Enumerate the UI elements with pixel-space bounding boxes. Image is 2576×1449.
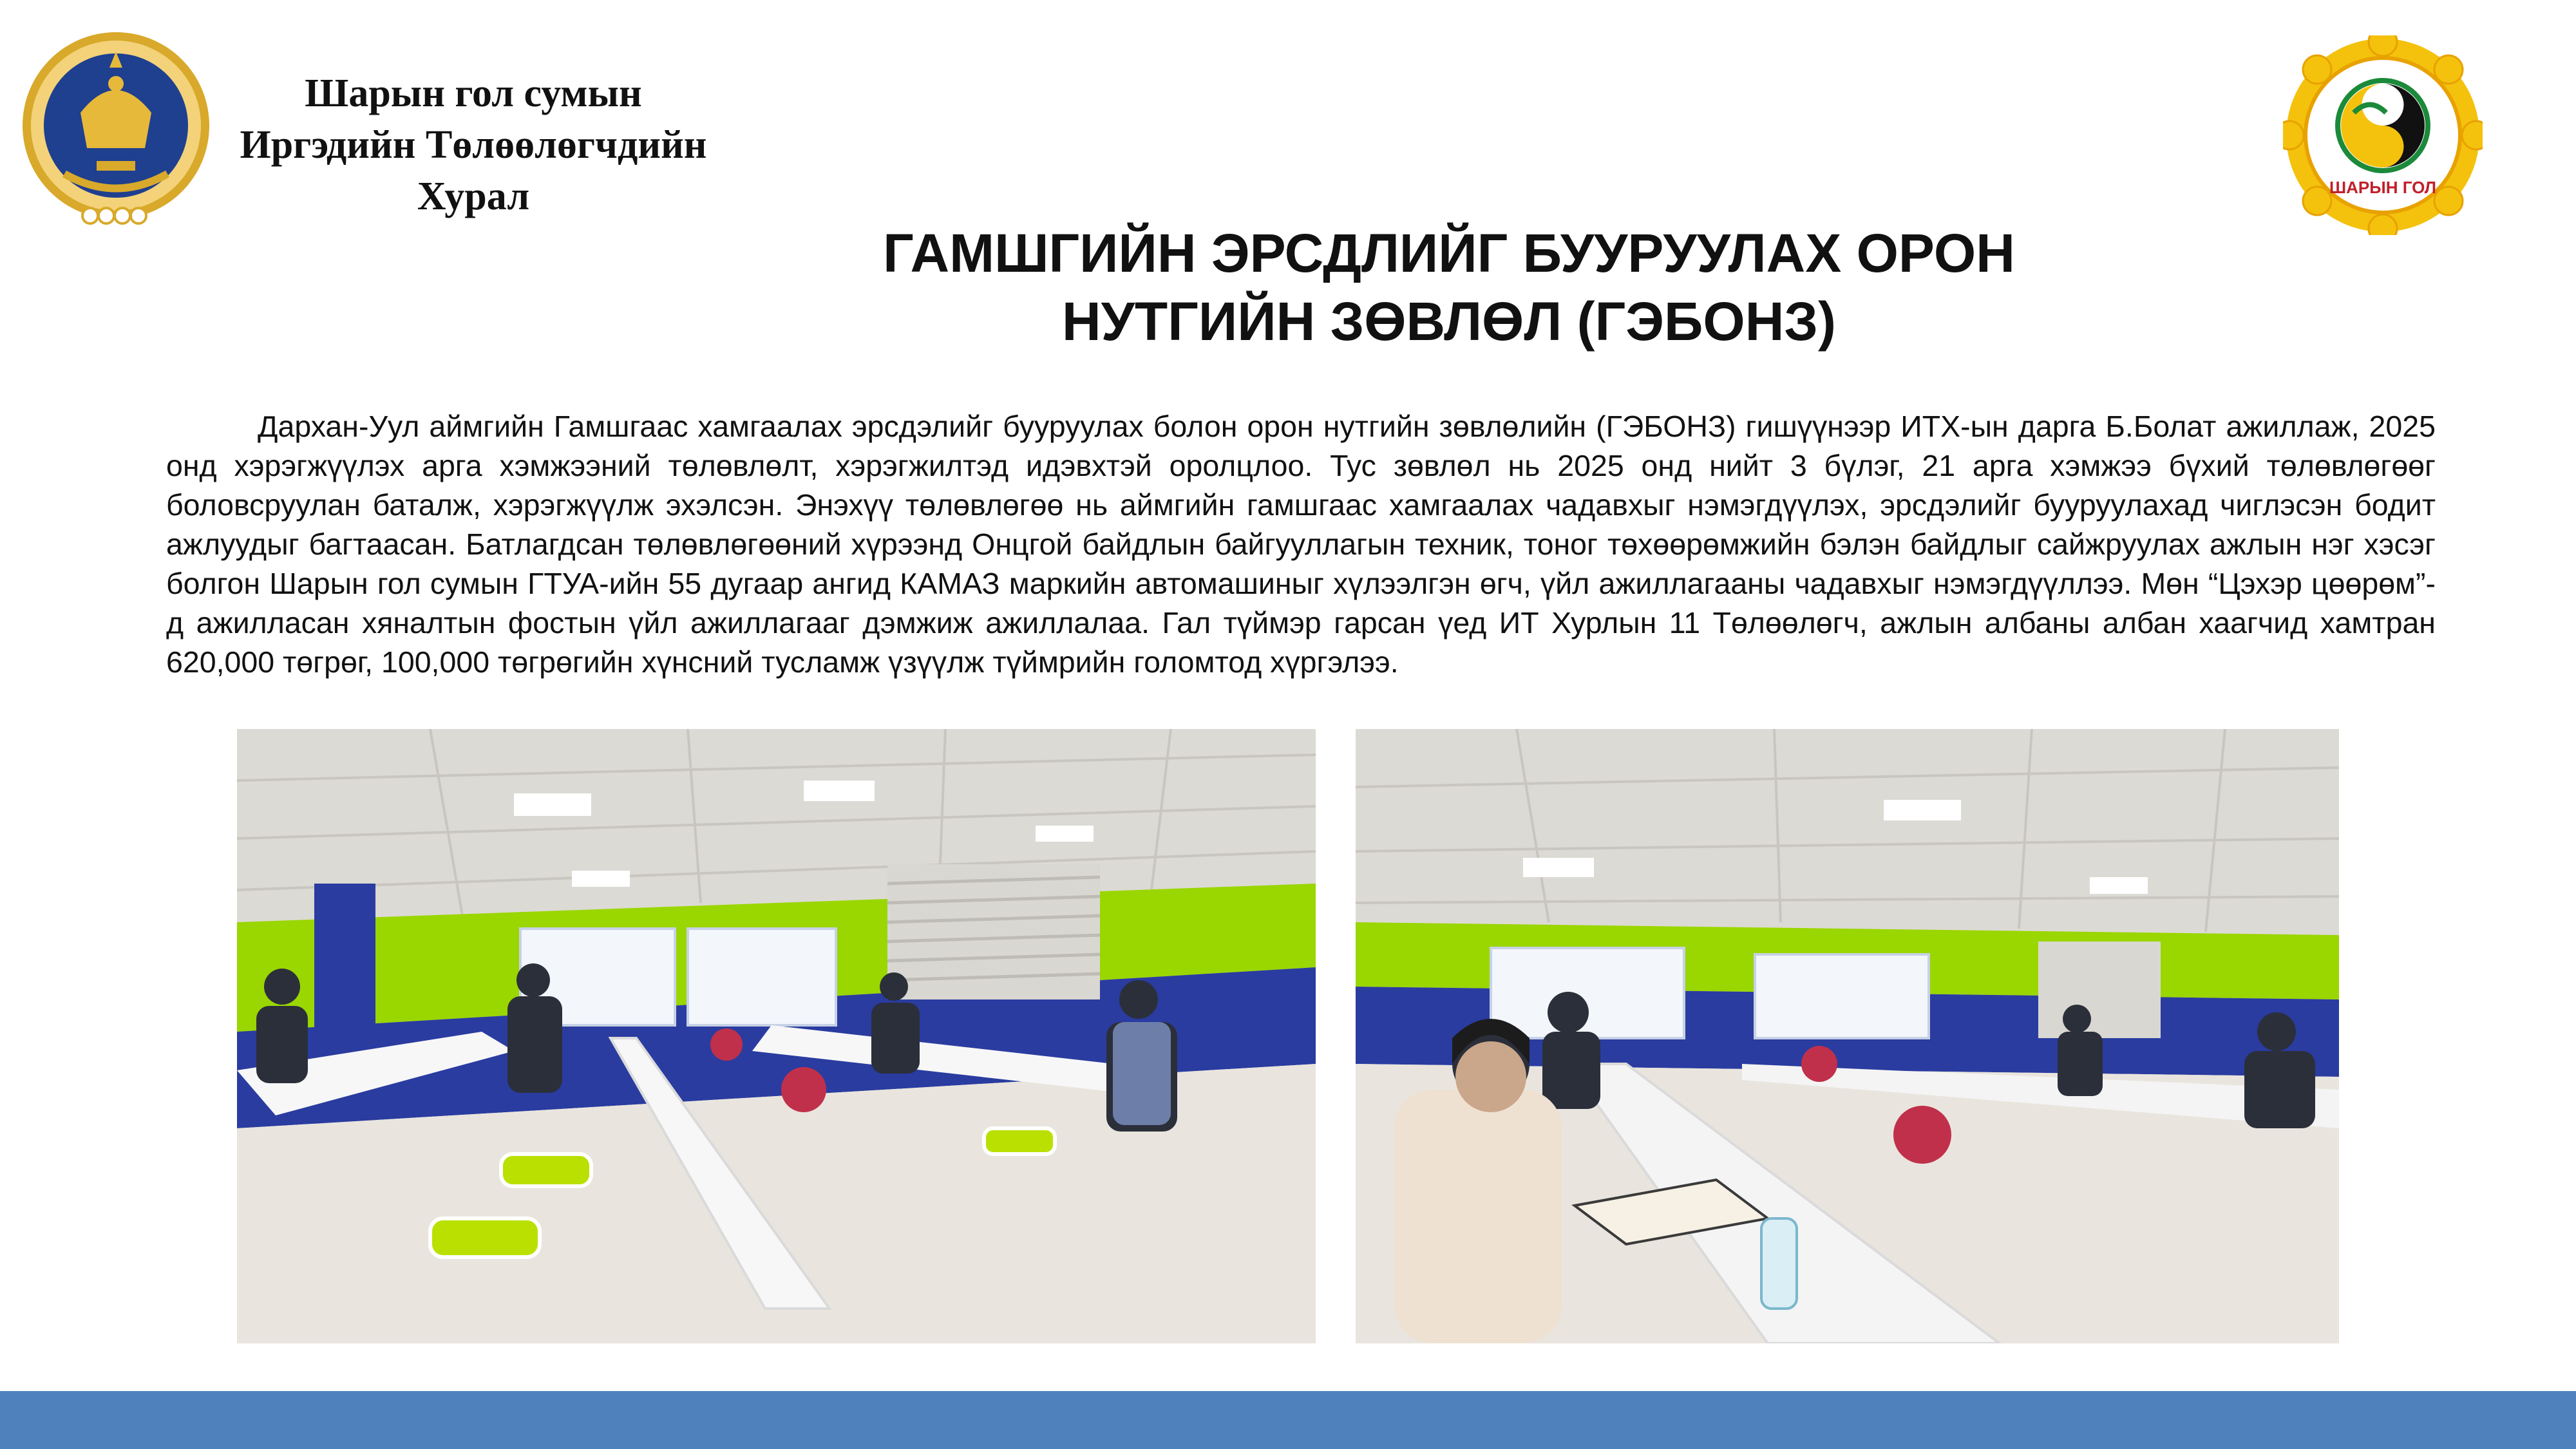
state-emblem-logo: [19, 23, 213, 235]
body-paragraph: Дархан-Уул аймгийн Гамшгаас хамгаалах эрсдэлийг бууруулах болон орон нутгийн зөвлөлийн (ГЭБОНЗ) гишүүнээр ИТХ-ын дарга Б.Болат ажиллаж, 2025 онд хэрэгжүүлэх арга хэмжээний төлөвлөлт, хэрэгжилтэд идэвхтэй оролцлоо. Тус зөвлөл нь 2025 онд нийт 3 бүлэг, 21 арга хэмжээ бүхий төлөвлөгөөг боловсруулан баталж, хэрэгжүүлж эхэлсэн. Энэхүү төлөвлөгөө нь аймгийн гамшгаас хамгаалах чадавхыг нэмэгдүүлэх, эрсдэлийг бууруулахад чиглэсэн бодит ажлуудыг багтаасан. Батлагдсан төлөвлөгөөний хүрээнд Онцгой байдлын байгууллагын техник, тоног төхөөрөмжийн бэлэн байдлыг сайжруулах ажлын нэг хэсэг болгон Шарын гол сумын ГТУА-ийн 55 дугаар ангид КАМАЗ маркийн автомашиныг хүлээлгэн өгч, үйл ажиллагааны чадавхыг нэмэгдүүллээ. Мөн “Цэхэр цөөрөм”-д ажилласан хяналтын фостын үйл ажиллагааг дэмжиж ажиллалаа. Гал түймэр гарсан үед ИТ Хурлын 11 Төлөөлөгч, ажлын албаны албан хаагчид хамтран 620,000 төгрөг, 100,000 төгрөгийн хүнсний тусламж үзүүлж түймрийн голомтод хүргэлээ.: [166, 410, 2436, 679]
organization-name-line2: Иргэдийн Төлөөлөгчдийн: [240, 123, 707, 167]
sharyn-gol-logo: [2283, 35, 2483, 235]
document-title-line2: НУТГИЙН ЗӨВЛӨЛ (ГЭБОНЗ): [1061, 291, 1836, 352]
organization-name-line1: Шарын гол сумын: [305, 71, 642, 115]
organization-name: [213, 68, 734, 222]
organization-name-line3: Хурал: [417, 175, 530, 218]
logo-caption: ШАРЫН ГОЛ: [2329, 178, 2436, 197]
meeting-photo-right: [1356, 729, 2339, 1343]
footer-bar: [0, 1391, 2576, 1449]
document-title: [837, 219, 2061, 355]
meeting-photo-left: [237, 729, 1316, 1343]
document-title-line1: ГАМШГИЙН ЭРСДЛИЙГ БУУРУУЛАХ ОРОН: [883, 223, 2015, 283]
